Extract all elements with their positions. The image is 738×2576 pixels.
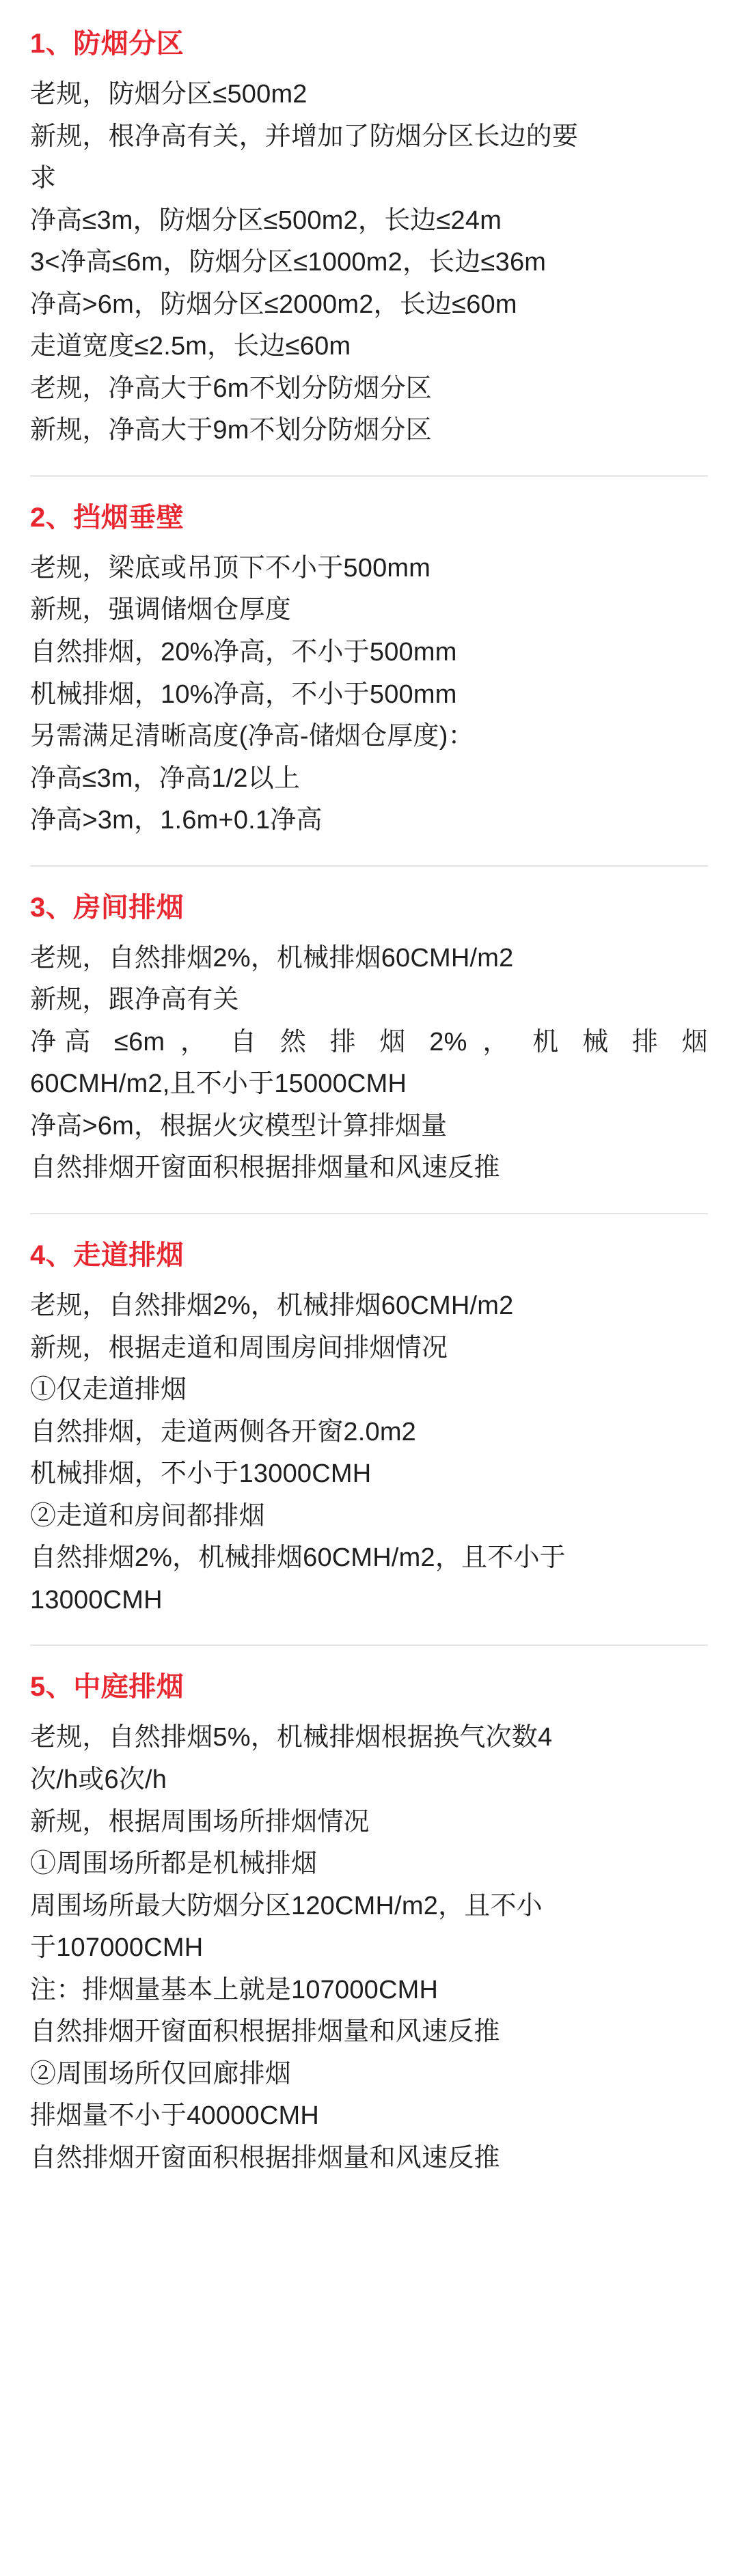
section-heading: 4、走道排烟 (30, 1240, 184, 1271)
section-divider (30, 475, 708, 477)
section-text-line: 另需满足清晰高度(净高-储烟仓厚度)： (30, 722, 474, 751)
section-heading: 2、挡烟垂壁 (30, 502, 184, 533)
document-section (30, 1666, 708, 2179)
section-text-line: 自然排烟，走道两侧各开窗2.0m2 (30, 1417, 417, 1446)
sections-container (30, 23, 708, 2179)
section-text-line: 净高>6m，防烟分区≤2000m2，长边≤60m (30, 290, 517, 319)
section-text-line: ①周围场所都是机械排烟 (30, 1849, 318, 1879)
section-text-line: 机械排烟，不小于13000CMH (30, 1459, 372, 1489)
section-text-line: ②周围场所仅回廊排烟 (30, 2059, 292, 2088)
section-text-line: 周围场所最大防烟分区120CMH/m2，且不小 (30, 1891, 543, 1920)
section-text-line: ②走道和房间都排烟 (30, 1501, 265, 1530)
section-text-line: 老规，防烟分区≤500m2 (30, 80, 308, 109)
section-text-line: 于107000CMH (30, 1933, 204, 1963)
document-section (30, 887, 708, 1190)
section-text-line: 净高>3m，1.6m+0.1净高 (30, 806, 323, 835)
section-text-line: 新规，根据走道和周围房间排烟情况 (30, 1333, 448, 1362)
document-section (30, 23, 708, 452)
section-heading: 1、防烟分区 (30, 29, 184, 59)
section-text-line: 新规，根净高有关，并增加了防烟分区长边的要 (30, 122, 579, 151)
section-text-line: 自然排烟开窗面积根据排烟量和风速反推 (30, 2143, 500, 2172)
section-text-line: 新规，根据周围场所排烟情况 (30, 1807, 370, 1836)
section-text-line: 净高 ≤6m ， 自 然 排 烟 2% ， 机 械 排 烟 (30, 1027, 708, 1056)
section-text-line: 自然排烟，20%净高，不小于500mm (30, 638, 457, 667)
section-text-line: 净高≤3m，净高1/2以上 (30, 764, 301, 793)
section-text-line: 新规，强调储烟仓厚度 (30, 596, 292, 625)
section-text-line: 次/h或6次/h (30, 1765, 167, 1794)
section-divider (30, 1213, 708, 1214)
section-text-line: 13000CMH (30, 1585, 163, 1614)
section-text-line: 新规，净高大于9m不划分防烟分区 (30, 416, 432, 445)
section-heading: 3、房间排烟 (30, 892, 184, 923)
section-text-line: 自然排烟2%，机械排烟60CMH/m2，且不小于 (30, 1543, 566, 1573)
document-section (30, 497, 708, 842)
section-text-line: 老规，自然排烟2%，机械排烟60CMH/m2 (30, 943, 514, 972)
section-text-line: 注：排烟量基本上就是107000CMH (30, 1975, 439, 2004)
document-section (30, 1235, 708, 1621)
section-text-line: 3<净高≤6m，防烟分区≤1000m2，长边≤36m (30, 248, 547, 277)
section-text-line: 老规，梁底或吊顶下不小于500mm (30, 553, 431, 583)
section-heading: 5、中庭排烟 (30, 1672, 184, 1703)
section-text-line: 老规，净高大于6m不划分防烟分区 (30, 374, 432, 403)
section-divider (30, 1644, 708, 1646)
section-text-line: 新规，跟净高有关 (30, 985, 239, 1015)
section-text-line: 60CMH/m2,且不小于15000CMH (30, 1069, 407, 1099)
section-text-line: 自然排烟开窗面积根据排烟量和风速反推 (30, 1153, 500, 1183)
section-text-line: 求 (30, 164, 57, 193)
section-text-line: 老规，自然排烟5%，机械排烟根据换气次数4 (30, 1723, 553, 1752)
section-text-line: 净高≤3m，防烟分区≤500m2，长边≤24m (30, 206, 502, 235)
section-divider (30, 865, 708, 867)
section-text-line: 机械排烟，10%净高，不小于500mm (30, 680, 457, 709)
section-text-line: 自然排烟开窗面积根据排烟量和风速反推 (30, 2017, 500, 2047)
section-text-line: 排烟量不小于40000CMH (30, 2101, 320, 2131)
section-text-line: 净高>6m，根据火灾模型计算排烟量 (30, 1111, 448, 1140)
section-text-line: ①仅走道排烟 (30, 1375, 187, 1405)
section-text-line: 老规，自然排烟2%，机械排烟60CMH/m2 (30, 1291, 514, 1321)
section-text-line: 走道宽度≤2.5m，长边≤60m (30, 332, 351, 361)
